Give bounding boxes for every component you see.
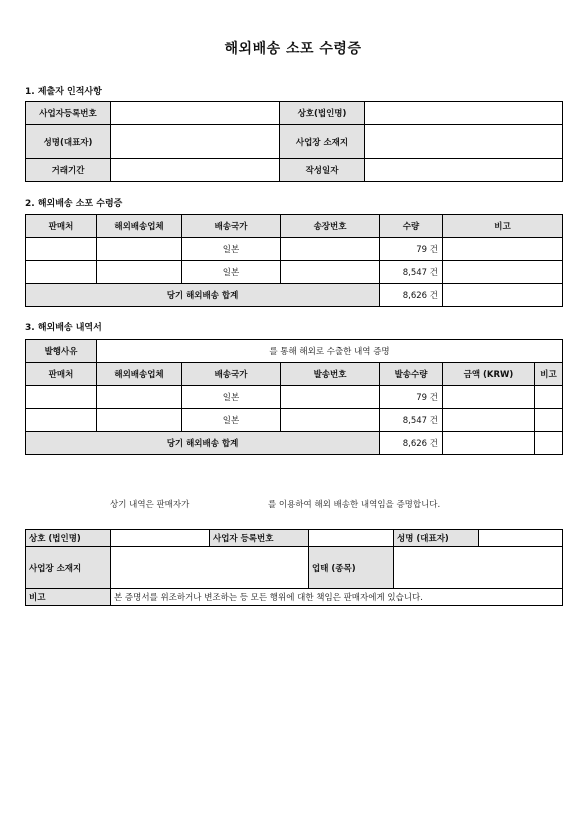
- value-business-number: [111, 102, 280, 125]
- header-invoice-number: 송장번호: [281, 215, 380, 238]
- total-label: 당기 해외배송 합계: [26, 284, 380, 307]
- section1-heading: 1. 제출자 인적사항: [25, 87, 102, 97]
- total-quantity: 8,626 건: [380, 432, 443, 455]
- cell-quantity: 79 건: [380, 386, 443, 409]
- value-issuer-address: [111, 547, 309, 589]
- document-title: 해외배송 소포 수령증: [224, 41, 362, 57]
- total-quantity: 8,626 건: [380, 284, 443, 307]
- label-company-name: 상호(법인명): [280, 102, 365, 125]
- total-label: 당기 해외배송 합계: [26, 432, 380, 455]
- cell-quantity: 79 건: [380, 238, 443, 261]
- section3-heading: 3. 해외배송 내역서: [25, 323, 102, 333]
- value-issuer-company: [111, 530, 210, 547]
- label-business-address: 사업장 소재지: [280, 125, 365, 159]
- header-seller: 판매처: [26, 363, 97, 386]
- label-issuer-company: 상호 (법인명): [26, 530, 111, 547]
- total-row: [26, 432, 563, 455]
- issuer-info-table: [25, 529, 563, 606]
- cell-country: 일본: [182, 386, 281, 409]
- label-issuer-remarks: 비고: [26, 589, 111, 606]
- value-created-date: [365, 159, 563, 182]
- cell-quantity: 8,547 건: [380, 261, 443, 284]
- issuer-remarks-note: 본 증명서를 위조하거나 변조하는 등 모든 행위에 대한 책임은 판매자에게 있습니다.: [111, 589, 563, 606]
- table-row: [26, 261, 563, 284]
- header-carrier: 해외배송업체: [97, 363, 182, 386]
- cell-country: 일본: [182, 261, 281, 284]
- label-issuer-business-number: 사업자 등록번호: [210, 530, 309, 547]
- label-representative: 성명(대표자): [26, 125, 111, 159]
- submitter-info-table: [25, 101, 563, 182]
- label-trade-period: 거래기간: [26, 159, 111, 182]
- value-issuer-business-number: [309, 530, 394, 547]
- label-issue-reason: 발행사유: [26, 340, 97, 363]
- header-carrier: 해외배송업체: [97, 215, 182, 238]
- label-issuer-address: 사업장 소재지: [26, 547, 111, 589]
- table-row: [26, 409, 563, 432]
- value-business-address: [365, 125, 563, 159]
- header-country: 배송국가: [182, 215, 281, 238]
- issue-reason-text: 를 통해 해외로 수출한 내역 증명: [97, 340, 563, 363]
- cell-country: 일본: [182, 238, 281, 261]
- header-remarks: 비고: [443, 215, 563, 238]
- section2-heading: 2. 해외배송 소포 수령증: [25, 199, 123, 209]
- table-row: [26, 238, 563, 261]
- cell-quantity: 8,547 건: [380, 409, 443, 432]
- label-business-number: 사업자등록번호: [26, 102, 111, 125]
- shipping-details-table: [25, 339, 563, 455]
- value-issuer-business-type: [394, 547, 563, 589]
- value-company-name: [365, 102, 563, 125]
- label-created-date: 작성일자: [280, 159, 365, 182]
- parcel-receipt-table: [25, 214, 563, 307]
- header-shipment-number: 발송번호: [281, 363, 380, 386]
- header-amount: 금액 (KRW): [443, 363, 535, 386]
- statement-part1: 상기 내역은 판매자가: [110, 500, 190, 510]
- header-shipment-quantity: 발송수량: [380, 363, 443, 386]
- table-row: [26, 386, 563, 409]
- cell-country: 일본: [182, 409, 281, 432]
- label-issuer-representative: 성명 (대표자): [394, 530, 479, 547]
- value-trade-period: [111, 159, 280, 182]
- statement-part2: 를 이용하여 해외 배송한 내역임을 증명합니다.: [268, 500, 441, 510]
- header-seller: 판매처: [26, 215, 97, 238]
- total-row: [26, 284, 563, 307]
- value-issuer-representative: [479, 530, 563, 547]
- label-issuer-business-type: 업태 (종목): [309, 547, 394, 589]
- header-quantity: 수량: [380, 215, 443, 238]
- header-remarks: 비고: [535, 363, 563, 386]
- value-representative: [111, 125, 280, 159]
- header-country: 배송국가: [182, 363, 281, 386]
